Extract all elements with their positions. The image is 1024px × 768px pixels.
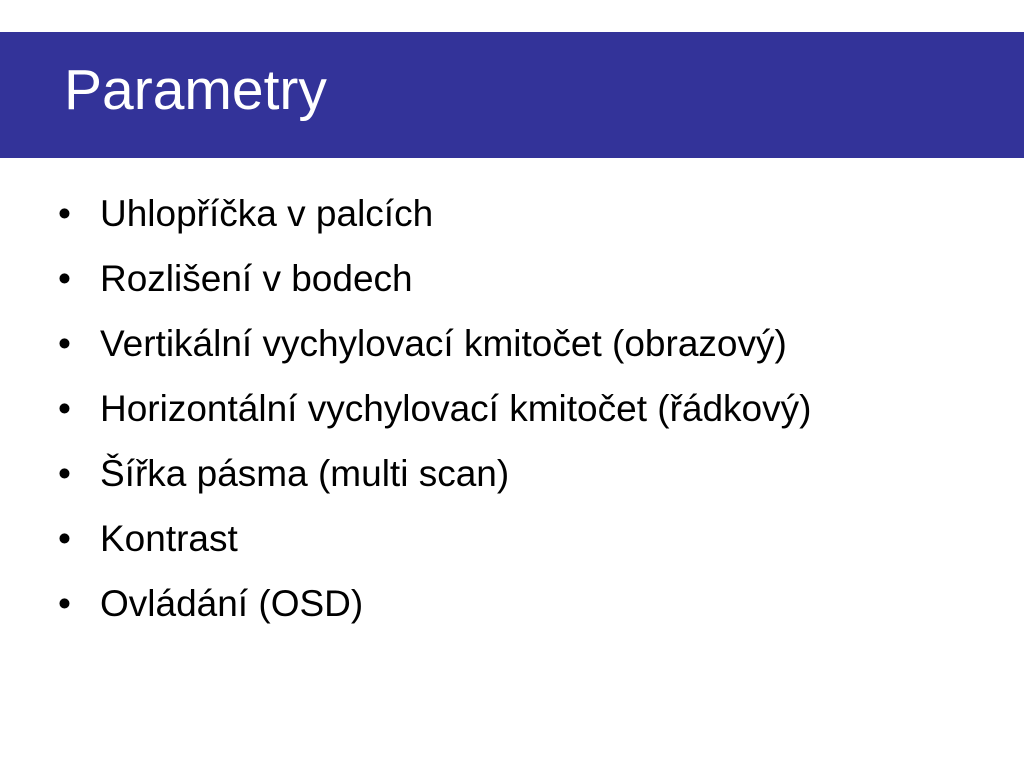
bullet-icon: • — [58, 453, 71, 494]
bullet-text: Uhlopříčka v palcích — [100, 193, 434, 234]
bullet-icon: • — [58, 258, 71, 299]
bullet-icon: • — [58, 518, 71, 559]
bullet-text: Šířka pásma (multi scan) — [100, 453, 510, 494]
slide-title: Parametry — [64, 58, 327, 122]
bullet-icon: • — [58, 583, 71, 624]
bullet-icon: • — [58, 193, 71, 234]
bullet-icon: • — [58, 323, 71, 364]
bullet-text: Rozlišení v bodech — [100, 258, 413, 299]
bullet-text: Kontrast — [100, 518, 238, 559]
bullet-text: Horizontální vychylovací kmitočet (řádkový) — [100, 388, 812, 429]
bullet-icon: • — [58, 388, 71, 429]
bullet-text: Ovládání (OSD) — [100, 583, 364, 624]
bullet-text: Vertikální vychylovací kmitočet (obrazový) — [100, 323, 787, 364]
